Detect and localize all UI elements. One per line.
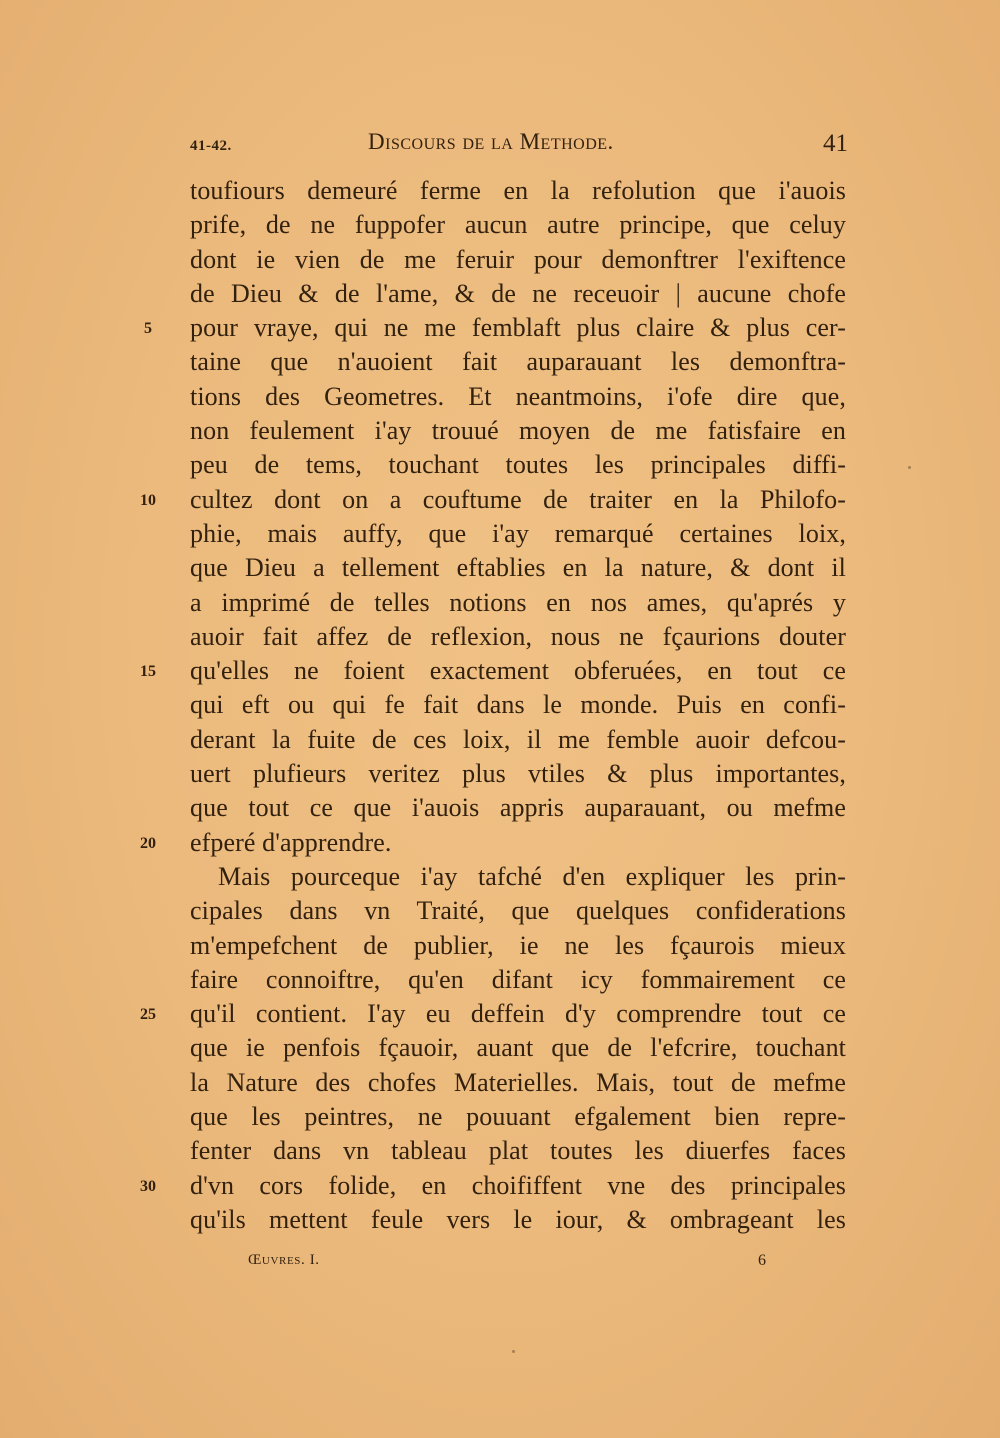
text-line: pour vraye, qui ne me femblaft plus claire & plus cer- — [190, 313, 846, 343]
text-line: efperé d'apprendre. — [190, 827, 392, 857]
text-line: que les peintres, ne pouuant efgalement bien repre- — [190, 1102, 846, 1132]
text-line: non feulement i'ay trouué moyen de me fatisfaire en — [190, 416, 846, 446]
body-text — [190, 174, 846, 1237]
text-line: fenter dans vn tableau plat toutes les diuerfes faces — [190, 1136, 846, 1166]
running-header — [190, 128, 848, 162]
margin-line-number: 30 — [140, 1177, 156, 1195]
text-line: dont ie vien de me feruir pour demonftrer l'exiftence — [190, 244, 846, 274]
margin-line-number: 20 — [140, 834, 156, 852]
page-range: 41-42. — [190, 138, 232, 154]
text-line: phie, mais auffy, que i'ay remarqué certaines loix, — [190, 518, 846, 548]
gathering-number: 6 — [758, 1252, 766, 1269]
text-line: cultez dont on a couftume de traiter en la Philofo- — [190, 484, 846, 514]
text-line: auoir fait affez de reflexion, nous ne fçaurions douter — [190, 621, 846, 651]
text-line: uert plufieurs veritez plus vtiles & plus importantes, — [190, 759, 846, 789]
text-line: qu'il contient. I'ay eu deffein d'y comprendre tout ce — [190, 999, 846, 1029]
text-line: tions des Geometres. Et neantmoins, i'ofe dire que, — [190, 381, 846, 411]
text-line: cipales dans vn Traité, que quelques confiderations — [190, 896, 846, 926]
margin-line-number: 10 — [140, 491, 156, 509]
margin-line-number: 25 — [140, 1006, 156, 1024]
text-line: que Dieu a tellement eftablies en la nature, & dont il — [190, 553, 846, 583]
speck — [512, 1350, 515, 1353]
text-line: faire connoiftre, qu'en difant icy fommairement ce — [190, 964, 846, 994]
text-line: prife, de ne fuppofer aucun autre principe, que celuy — [190, 210, 846, 240]
text-line: qu'ils mettent feule vers le iour, & ombrageant les — [190, 1204, 846, 1234]
text-line: a imprimé de telles notions en nos ames, qu'aprés y — [190, 587, 846, 617]
text-line: toufiours demeuré ferme en la refolution que i'auois — [190, 176, 846, 205]
text-line: que ie penfois fçauoir, auant que de l'efcrire, touchant — [190, 1033, 846, 1063]
text-line: que tout ce que i'auois appris auparauant, ou mefme — [190, 793, 846, 823]
text-line: m'empefchent de publier, ie ne les fçaurois mieux — [190, 930, 846, 960]
margin-line-number: 5 — [144, 320, 152, 338]
text-line: de Dieu & de l'ame, & de ne receuoir | aucune chofe — [190, 278, 846, 308]
text-line: la Nature des chofes Materielles. Mais, tout de mefme — [190, 1067, 846, 1097]
text-line: qui eft ou qui fe fait dans le monde. Puis en confi- — [190, 690, 846, 720]
text-line: qu'elles ne foient exactement obferuées, en tout ce — [190, 656, 846, 686]
text-line: d'vn cors folide, en choififfent vne des principales — [190, 1170, 846, 1200]
signature-mark: Œuvres. I. — [248, 1252, 320, 1268]
text-line: Mais pourceque i'ay tafché d'en expliquer les prin- — [218, 861, 846, 891]
text-line: taine que n'auoient fait auparauant les demonftra- — [190, 347, 846, 377]
text-line: peu de tems, touchant toutes les principales diffi- — [190, 450, 846, 480]
running-title: Discours de la Methode. — [368, 129, 614, 154]
margin-line-number: 15 — [140, 663, 156, 681]
page-number: 41 — [823, 130, 848, 157]
speck — [908, 466, 911, 469]
text-line: derant la fuite de ces loix, il me femble auoir defcou- — [190, 724, 846, 754]
